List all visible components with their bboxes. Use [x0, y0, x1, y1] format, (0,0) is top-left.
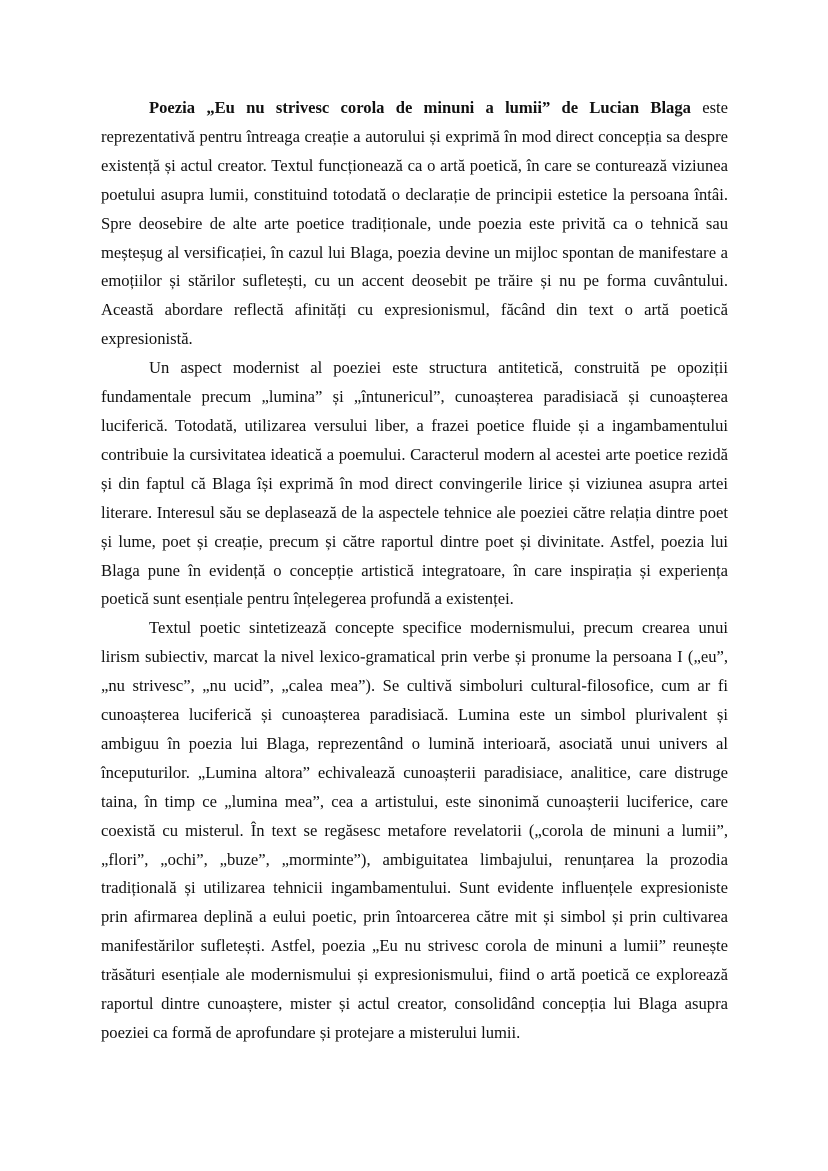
paragraph-line: reprezentativă pentru întreaga creație a autorului și exprimă în mod direct concepția sa despre: [101, 126, 728, 146]
paragraph-line: raportul dintre cunoaștere, mister și actul creator, consolidând concepția lui Blaga asupra: [101, 994, 728, 1014]
paragraph-line: ambiguu în poezia lui Blaga, reprezentând o lumină interioară, asociată unui univers al: [101, 733, 728, 753]
paragraph-line: Poezia „Eu nu strivesc corola de minuni a lumii” de Lucian Blaga este: [149, 98, 728, 117]
paragraph-line: expresionistă.: [101, 329, 193, 349]
paragraph-line: contribuie la cursivitatea ideatică a poemului. Caracterul modern al acestei arte poetice rezidă: [101, 444, 728, 464]
paragraph-line: „nu strivesc”, „nu ucid”, „calea mea”). Se cultivă simboluri cultural-filosofice, cum ar fi: [101, 676, 728, 696]
paragraph-line: Această abordare reflectă afinități cu expresionismul, făcând din text o artă poetică: [101, 300, 728, 320]
paragraph-line: cunoașterea luciferică și cunoașterea paradisiacă. Lumina este un simbol plurivalent și: [101, 705, 728, 725]
paragraph-line: emoțiilor și stărilor sufletești, cu un accent deosebit pe trăire și nu pe forma cuvântului.: [101, 271, 728, 291]
paragraph-line: coexistă cu misterul. În text se regăsesc metafore revelatorii („corola de minuni a lumii”,: [101, 820, 728, 840]
paragraph-line: luciferică. Totodată, utilizarea versului liber, a frazei poetice fluide și a ingambamentului: [101, 415, 728, 435]
paragraph-line: poetului asupra lumii, constituind totodată o declarație de principii estetice la persoana întâi.: [101, 184, 728, 204]
paragraph-line: „flori”, „ochi”, „buze”, „morminte”), ambiguitatea limbajului, renunțarea la prozodia: [101, 849, 728, 869]
paragraph-line: meșteșug al versificației, în cazul lui Blaga, poezia devine un mijloc spontan de manifestare a: [101, 242, 728, 262]
document-page: [101, 94, 728, 1048]
paragraph-line: și din faptul că Blaga își exprimă în mod direct convingerile lirice și viziunea asupra artei: [101, 473, 728, 493]
paragraph-line: trăsături esențiale ale modernismului și expresionismului, fiind o artă poetică ce explorează: [101, 965, 728, 985]
paragraph-3: [101, 614, 728, 1048]
paragraph-2: [101, 354, 728, 614]
paragraph-line: poeziei ca formă de aprofundare și protejare a misterului lumii.: [101, 1023, 521, 1042]
paragraph-line: poetică sunt esențiale pentru înțelegerea profundă a existenței.: [101, 589, 514, 609]
paragraph-line: și lume, poet și creație, precum și către raportul dintre poet și divinitate. Astfel, poezia lui: [101, 531, 728, 551]
paragraph-line: Spre deosebire de alte arte poetice tradiționale, unde poezia este privită ca o tehnică sau: [101, 213, 728, 233]
paragraph-line: prin afirmarea deplină a eului poetic, prin întoarcerea către mit și simbol și prin cultivarea: [101, 907, 728, 927]
paragraph-line: Textul poetic sintetizează concepte specifice modernismului, precum crearea unui: [149, 618, 728, 638]
paragraph-line: taina, în timp ce „lumina mea”, cea a artistului, este sinonimă cunoașterii luciferice, care: [101, 791, 728, 811]
paragraph-line: manifestărilor sufletești. Astfel, poezia „Eu nu strivesc corola de minuni a lumii” reunește: [101, 936, 728, 956]
paragraph-line: tradițională și utilizarea tehnicii ingambamentului. Sunt evidente influențele expresioniste: [101, 878, 728, 898]
paragraph-1: [101, 94, 728, 354]
poem-title-bold: Poezia „Eu nu strivesc corola de minuni a lumii” de Lucian Blaga: [149, 98, 691, 117]
paragraph-line: existență și actul creator. Textul funcționează ca o artă poetică, în care se conturează viziunea: [101, 155, 728, 175]
paragraph-line: literare. Interesul său se deplasează de la aspectele tehnice ale poeziei către relația dintre poet: [101, 502, 728, 522]
paragraph-line: lirism subiectiv, marcat la nivel lexico-gramatical prin verbe și pronume la persoana I („eu”,: [101, 647, 728, 667]
paragraph-line: fundamentale precum „lumina” și „întunericul”, cunoașterea paradisiacă și cunoașterea: [101, 387, 728, 407]
paragraph-line: Blaga pune în evidență o concepție artistică integratoare, în care inspirația și experiența: [101, 560, 728, 580]
paragraph-line: începuturilor. „Lumina altora” echivalează cunoașterii paradisiace, analitice, care distruge: [101, 762, 728, 782]
paragraph-line: Un aspect modernist al poeziei este structura antitetică, construită pe opoziții: [149, 358, 728, 378]
